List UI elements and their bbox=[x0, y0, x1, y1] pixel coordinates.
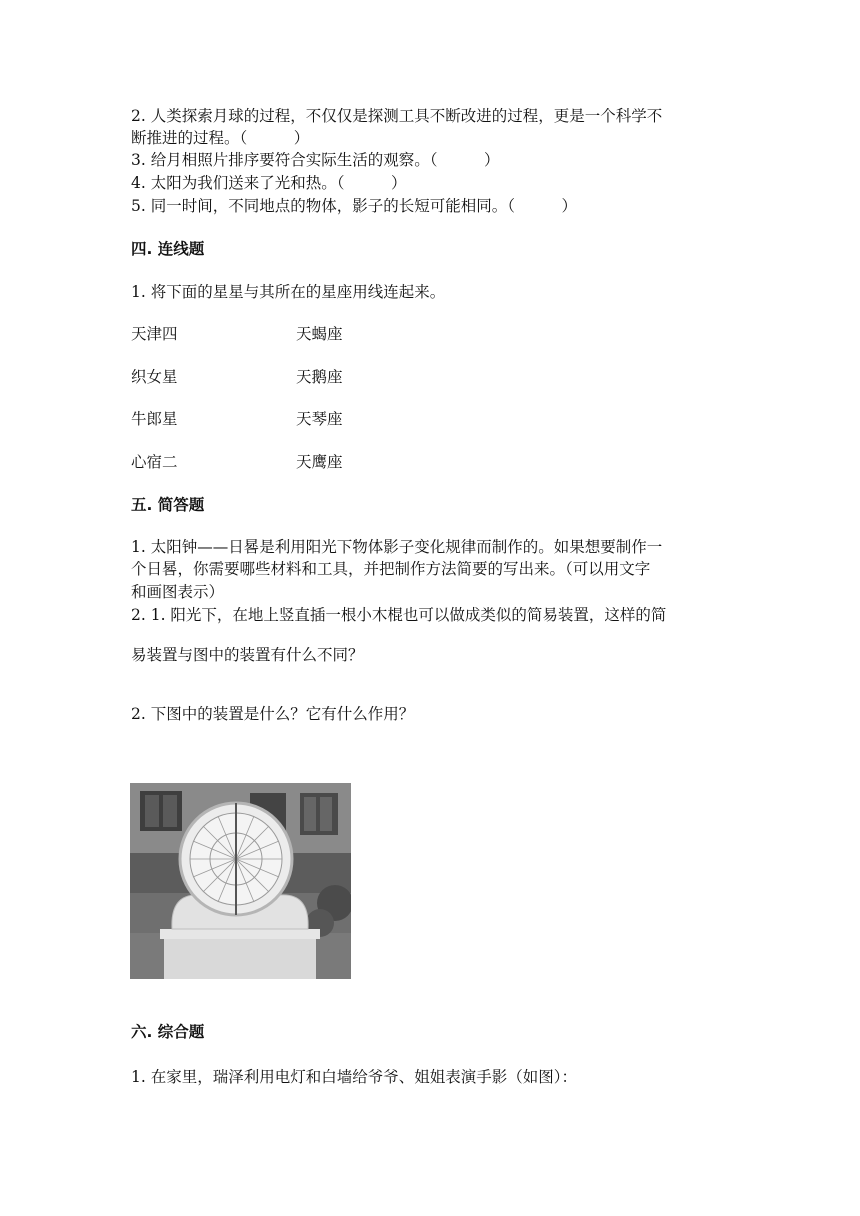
question-line: 3. 给月相照片排序要符合实际生活的观察。（ ） bbox=[131, 151, 500, 169]
star-item: 心宿二 bbox=[131, 453, 178, 471]
constellation-item: 天蝎座 bbox=[296, 325, 343, 343]
constellation-item: 天鹅座 bbox=[296, 368, 343, 386]
constellation-item: 天鹰座 bbox=[296, 453, 343, 471]
section-heading-short-answer: 五. 简答题 bbox=[131, 496, 205, 514]
question-line: 个日晷，你需要哪些材料和工具，并把制作方法简要的写出来。（可以用文字 bbox=[131, 560, 651, 578]
question-line: 和画图表示） bbox=[131, 583, 225, 601]
question-line: 5. 同一时间，不同地点的物体，影子的长短可能相同。（ ） bbox=[131, 197, 577, 215]
question-line: 易装置与图中的装置有什么不同？ bbox=[131, 646, 364, 664]
star-item: 织女星 bbox=[131, 368, 178, 386]
constellation-item: 天琴座 bbox=[296, 410, 343, 428]
question-line: 2. 人类探索月球的过程，不仅仅是探测工具不断改进的过程，更是一个科学不 bbox=[131, 107, 663, 125]
section-heading-matching: 四. 连线题 bbox=[131, 240, 205, 258]
question-line: 2. 下图中的装置是什么？它有什么作用？ bbox=[131, 705, 415, 723]
star-item: 天津四 bbox=[131, 325, 178, 343]
section-heading-comprehensive: 六. 综合题 bbox=[131, 1023, 205, 1041]
sundial-photo bbox=[130, 783, 351, 979]
question-line: 1. 在家里，瑞泽利用电灯和白墙给爷爷、姐姐表演手影（如图）： bbox=[131, 1068, 577, 1086]
question-line: 4. 太阳为我们送来了光和热。（ ） bbox=[131, 174, 407, 192]
matching-question: 1. 将下面的星星与其所在的星座用线连起来。 bbox=[131, 283, 446, 301]
question-line: 断推进的过程。（ ） bbox=[131, 129, 310, 147]
question-line: 1. 太阳钟——日晷是利用阳光下物体影子变化规律而制作的。如果想要制作一 bbox=[131, 538, 663, 556]
star-item: 牛郎星 bbox=[131, 410, 178, 428]
question-line: 2. 1. 阳光下，在地上竖直插一根小木棍也可以做成类似的简易装置，这样的简 bbox=[131, 606, 667, 624]
